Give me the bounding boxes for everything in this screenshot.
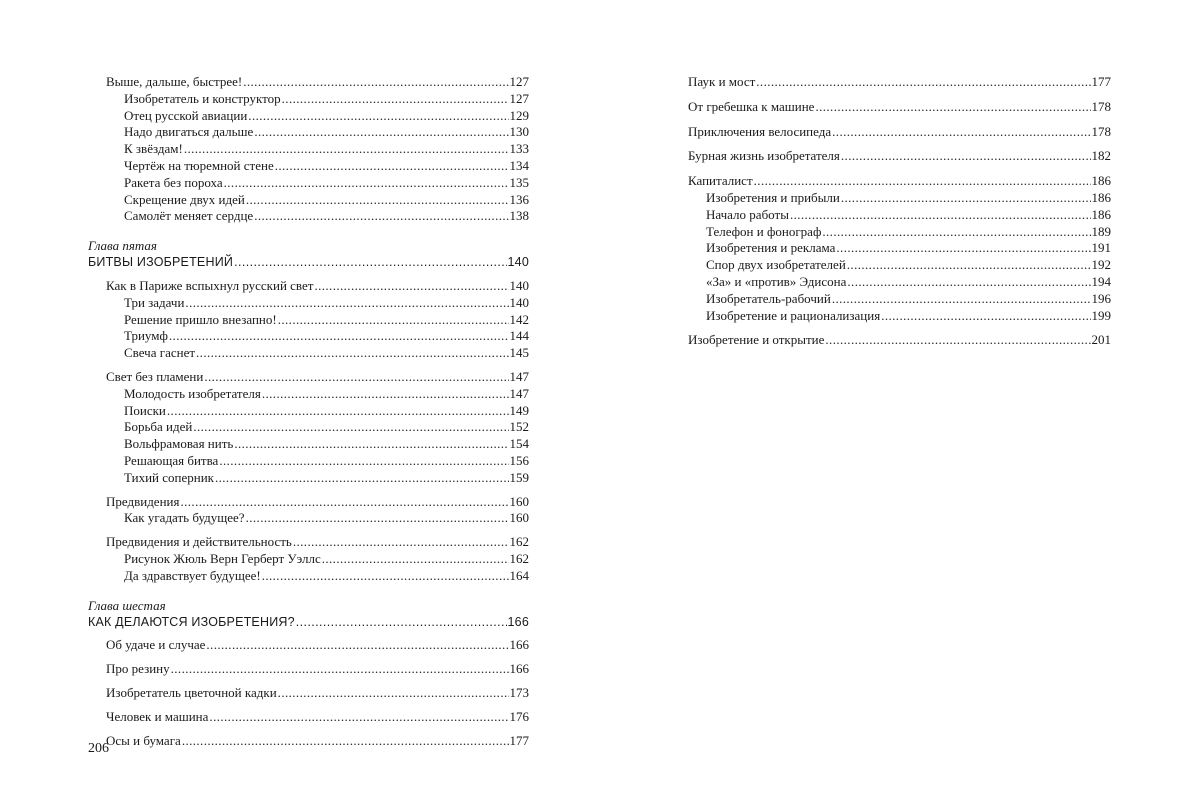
toc-entry [688,173,1111,190]
toc-entry-title: «За» и «против» Эдисона [706,273,847,289]
toc-entry [88,637,529,654]
toc-entry [88,74,529,91]
dot-leader [185,295,508,312]
toc-entry-title: Выше, дальше, быстрее! [106,74,243,89]
toc-entry [688,332,1111,349]
chapter-label: Глава шестая [88,597,166,613]
toc-entry [688,124,1111,141]
page-number: 206 [88,741,109,756]
toc-entry [88,436,529,453]
dot-leader [215,470,509,487]
toc-entry-title: Изобретатель-рабочий [706,290,831,306]
dot-leader [182,733,509,750]
toc-entry-title: Да здравствует будущее! [124,567,261,583]
toc-entry [88,192,529,209]
toc-entry-page: 152 [509,419,529,435]
toc-entry [88,328,529,345]
toc-entry-page: 194 [1091,273,1111,289]
dot-leader [822,224,1090,241]
toc-entry [88,312,529,329]
toc-entry-page: 166 [509,661,529,677]
toc-entry [88,419,529,436]
toc-entry-page: 145 [509,345,529,361]
toc-entry-page: 140 [509,294,529,310]
toc-entry-title: Чертёж на тюремной стене [124,157,274,173]
toc-entry-title: КАК ДЕЛАЮТСЯ ИЗОБРЕТЕНИЯ? [88,614,295,629]
toc-entry-title: Капиталист [688,173,753,189]
dot-leader [278,312,509,329]
toc-entry-title: От гребешка к машине [688,98,815,114]
dot-leader [278,685,509,702]
toc-entry [688,308,1111,325]
toc-entry-page: 182 [1091,148,1111,164]
dot-leader [314,278,508,295]
toc-entry-title: Тихий соперник [124,469,214,485]
right-page-contents [688,74,1111,349]
toc-entry-title: Как в Париже вспыхнул русский свет [106,277,314,293]
toc-entry-title: Бурная жизнь изобретателя [688,148,840,164]
toc-entry [88,453,529,470]
toc-entry-page: 147 [509,385,529,401]
toc-entry-title: Вольфрамовая нить [124,436,234,452]
toc-entry-page: 166 [509,637,529,653]
toc-entry-title: Приключения велосипеда [688,123,832,139]
toc-entry-page: 138 [509,208,529,224]
toc-entry [88,124,529,141]
toc-entry [88,141,529,158]
toc-entry-page: 186 [1091,173,1111,189]
dot-leader [262,386,509,403]
toc-entry [688,99,1111,116]
toc-entry-title: Паук и мост [688,74,756,89]
toc-entry-page: 173 [509,684,529,700]
toc-entry-page: 147 [509,368,529,384]
toc-entry-title: Молодость изобретателя [124,385,261,401]
toc-entry [88,709,529,726]
dot-leader [832,291,1091,308]
toc-entry-page: 191 [1091,240,1111,256]
toc-entry-page: 177 [509,732,529,748]
toc-entry-page: 177 [1091,74,1111,89]
dot-leader [206,637,508,654]
toc-entry [88,278,529,295]
left-page-contents [88,74,529,749]
toc-entry-page: 178 [1091,123,1111,139]
toc-entry-page: 199 [1091,307,1111,323]
dot-leader [243,74,508,91]
dot-leader [790,207,1091,224]
toc-entry [688,291,1111,308]
toc-entry [88,175,529,192]
dot-leader [193,419,508,436]
dot-leader [841,190,1091,207]
toc-entry-title: Надо двигаться дальше [124,124,254,140]
toc-entry-title: Начало работы [706,206,789,222]
dot-leader [815,99,1090,116]
toc-entry [88,158,529,175]
toc-entry-page: 186 [1091,206,1111,222]
toc-entry-title: БИТВЫ ИЗОБРЕТЕНИЙ [88,255,234,270]
dot-leader [234,436,508,453]
toc-entry [688,240,1111,257]
dot-leader [234,254,506,271]
chapter-title-entry [88,614,529,631]
toc-entry-page: 196 [1091,290,1111,306]
toc-entry-title: Предвидения и действительность [106,534,292,550]
toc-entry-page: 154 [509,436,529,452]
dot-leader [169,328,509,345]
toc-entry-title: Изобретение и рационализация [706,307,881,323]
toc-entry-page: 192 [1091,257,1111,273]
toc-entry-page: 164 [509,567,529,583]
dot-leader [167,403,509,420]
toc-entry [88,345,529,362]
toc-entry [88,108,529,125]
toc-entry-title: Про резину [106,661,170,677]
dot-leader [847,257,1091,274]
toc-entry-title: Триумф [124,328,168,344]
toc-entry-page: 134 [509,157,529,173]
toc-entry [688,207,1111,224]
toc-entry-page: 178 [1091,98,1111,114]
toc-entry [88,208,529,225]
toc-entry-page: 186 [1091,189,1111,205]
toc-entry-title: Изобретатель и конструктор [124,90,281,106]
dot-leader [254,208,508,225]
toc-entry-page: 129 [509,107,529,123]
toc-entry [88,494,529,511]
dot-leader [847,274,1090,291]
toc-entry-page: 162 [509,534,529,550]
toc-entry-title: Изобретатель цветочной кадки [106,684,277,700]
toc-entry [88,685,529,702]
toc-entry-title: Поиски [124,402,166,418]
dot-leader [282,91,509,108]
dot-leader [296,614,507,631]
toc-entry-title: Человек и машина [106,708,209,724]
toc-entry [88,403,529,420]
toc-entry-page: 149 [509,402,529,418]
toc-entry-title: Самолёт меняет сердце [124,208,254,224]
toc-entry [88,91,529,108]
dot-leader [322,551,509,568]
toc-entry-title: Свет без пламени [106,368,204,384]
toc-entry-page: 201 [1091,332,1111,348]
dot-leader [248,108,508,125]
toc-entry-page: 140 [509,277,529,293]
dot-leader [825,332,1090,349]
toc-entry [88,733,529,750]
toc-entry [688,74,1111,91]
dot-leader [832,124,1090,141]
dot-leader [180,494,508,511]
toc-entry [688,257,1111,274]
dot-leader [881,308,1090,325]
toc-entry-page: 127 [509,90,529,106]
toc-entry [88,534,529,551]
toc-entry-title: Борьба идей [124,419,193,435]
toc-entry-title: Спор двух изобретателей [706,257,846,273]
toc-entry-page: 130 [509,124,529,140]
toc-entry-title: Изобретения и реклама [706,240,836,256]
toc-entry [88,369,529,386]
toc-entry-page: 189 [1091,223,1111,239]
toc-entry-page: 135 [509,174,529,190]
toc-entry-title: Решение пришло внезапно! [124,311,277,327]
toc-entry [688,190,1111,207]
dot-leader [754,173,1091,190]
dot-leader [184,141,509,158]
dot-leader [246,510,509,527]
dot-leader [171,661,509,678]
toc-entry-title: К звёздам! [124,141,183,157]
toc-entry-title: Свеча гаснет [124,345,196,361]
toc-entry-page: 160 [509,510,529,526]
toc-entry-title: Предвидения [106,493,180,509]
toc-entry-title: Как угадать будущее? [124,510,245,526]
toc-entry [88,661,529,678]
toc-entry-title: Три задачи [124,294,185,310]
toc-entry-page: 159 [509,469,529,485]
dot-leader [246,192,509,209]
toc-entry-title: Решающая битва [124,452,219,468]
toc-entry [88,295,529,312]
toc-entry-title: Осы и бумага [106,732,181,748]
dot-leader [275,158,509,175]
toc-entry-page: 127 [509,74,529,89]
toc-entry [688,274,1111,291]
toc-entry [88,386,529,403]
dot-leader [254,124,508,141]
toc-entry-title: Об удаче и случае [106,637,206,653]
toc-entry-title: Изобретение и открытие [688,332,825,348]
toc-entry-title: Телефон и фонограф [706,223,822,239]
toc-entry-page: 166 [507,614,529,629]
toc-entry-page: 142 [509,311,529,327]
dot-leader [219,453,508,470]
toc-entry-page: 156 [509,452,529,468]
toc-entry [88,470,529,487]
dot-leader [262,568,509,585]
dot-leader [841,148,1091,165]
toc-entry-page: 140 [507,255,529,270]
chapter-label: Глава пятая [88,238,157,254]
dot-leader [293,534,509,551]
toc-entry-title: Ракета без пороха [124,174,223,190]
dot-leader [209,709,508,726]
toc-entry-title: Скрещение двух идей [124,191,245,207]
dot-leader [756,74,1090,91]
toc-entry [688,224,1111,241]
toc-entry-page: 144 [509,328,529,344]
toc-entry-title: Изобретения и прибыли [706,189,840,205]
dot-leader [836,240,1090,257]
toc-entry-page: 133 [509,141,529,157]
dot-leader [196,345,508,362]
toc-entry-title: Рисунок Жюль Верн Герберт Уэллс [124,550,321,566]
toc-entry [688,148,1111,165]
toc-entry [88,510,529,527]
toc-entry-page: 162 [509,550,529,566]
toc-entry-page: 160 [509,493,529,509]
dot-leader [224,175,509,192]
toc-entry-page: 176 [509,708,529,724]
chapter-title-entry [88,254,529,271]
toc-entry [88,568,529,585]
dot-leader [204,369,508,386]
toc-entry [88,551,529,568]
toc-entry-page: 136 [509,191,529,207]
toc-entry-title: Отец русской авиации [124,107,248,123]
